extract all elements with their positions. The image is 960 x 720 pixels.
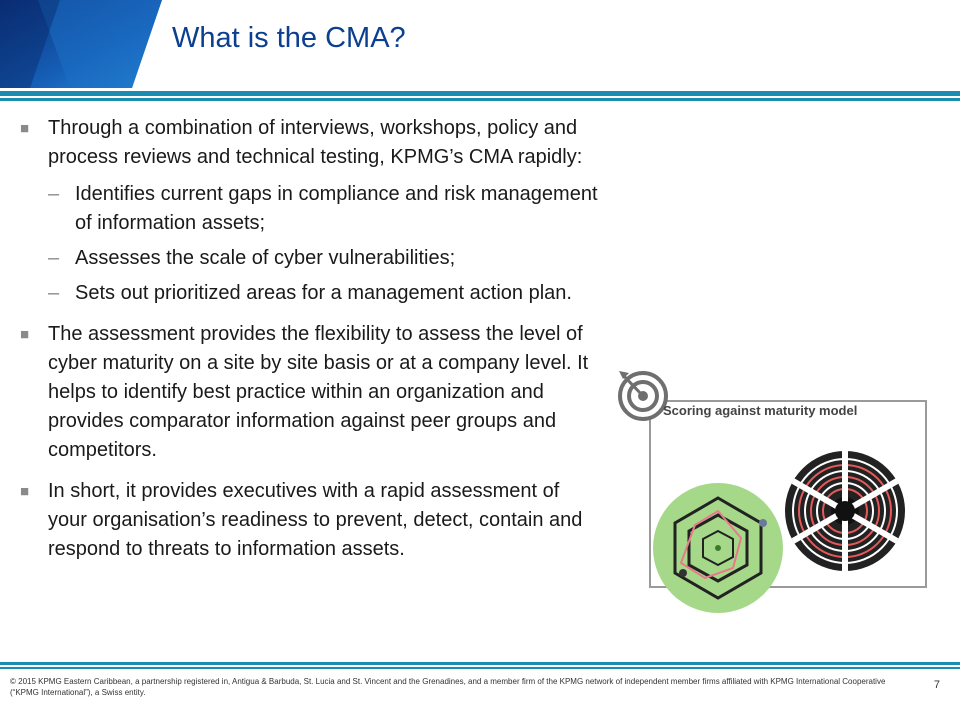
dash-bullet-icon: – xyxy=(48,183,60,205)
bullet-item xyxy=(20,114,600,172)
header-rule-secondary xyxy=(0,98,960,101)
radar-maturity-chart xyxy=(653,483,783,613)
footer-rule-secondary xyxy=(0,667,960,669)
dash-bullet-icon: – xyxy=(48,247,60,269)
kpmg-corner-graphic xyxy=(0,0,170,90)
footer-rule xyxy=(0,662,960,665)
bullet-block-3 xyxy=(20,477,600,564)
page-number: 7 xyxy=(933,679,940,691)
slide-title: What is the CMA? xyxy=(172,22,406,54)
sub-bullet-text: Identifies current gaps in compliance and risk management of information assets; xyxy=(75,183,598,234)
radial-maturity-chart xyxy=(785,451,905,571)
sub-bullet-text: Sets out prioritized areas for a management action plan. xyxy=(75,282,572,304)
sub-bullet-text: Assesses the scale of cyber vulnerabilities; xyxy=(75,247,456,269)
bullet-text: The assessment provides the flexibility to assess the level of cyber maturity on a site by site basis or at a company level. It helps to identify best practice within an organization and provides comparator information against peer groups and competitors. xyxy=(48,323,589,461)
square-bullet-icon: ■ xyxy=(20,326,30,343)
bullet-block-1 xyxy=(20,114,600,308)
copyright-notice: © 2015 KPMG Eastern Caribbean, a partnership registered in, Antigua & Barbuda, St. Lucia and St. Vincent and the Grenadines, and a member firm of the KPMG network of independent member firms affiliated with KPMG International Cooperative (“KPMG International”), a Swiss entity. xyxy=(10,677,886,697)
square-bullet-icon: ■ xyxy=(20,483,30,500)
bullet-item xyxy=(20,477,600,564)
target-icon xyxy=(619,371,666,419)
dash-bullet-icon: – xyxy=(48,282,60,304)
sub-bullet-item xyxy=(20,244,600,273)
square-bullet-icon: ■ xyxy=(20,120,30,137)
bullet-item xyxy=(20,320,600,465)
sub-bullet-item xyxy=(20,279,600,308)
bullet-text: Through a combination of interviews, workshops, policy and process reviews and technical testing, KPMG’s CMA rapidly: xyxy=(48,117,583,168)
maturity-model-figure xyxy=(613,363,933,613)
sub-bullet-item xyxy=(20,180,600,238)
figure-caption: Scoring against maturity model xyxy=(663,403,858,418)
slide-body xyxy=(20,114,600,576)
bullet-text: In short, it provides executives with a rapid assessment of your organisation’s readiness to prevent, detect, contain and respond to threats to information assets. xyxy=(48,480,583,560)
header-rule xyxy=(0,91,960,96)
bullet-block-2 xyxy=(20,320,600,465)
